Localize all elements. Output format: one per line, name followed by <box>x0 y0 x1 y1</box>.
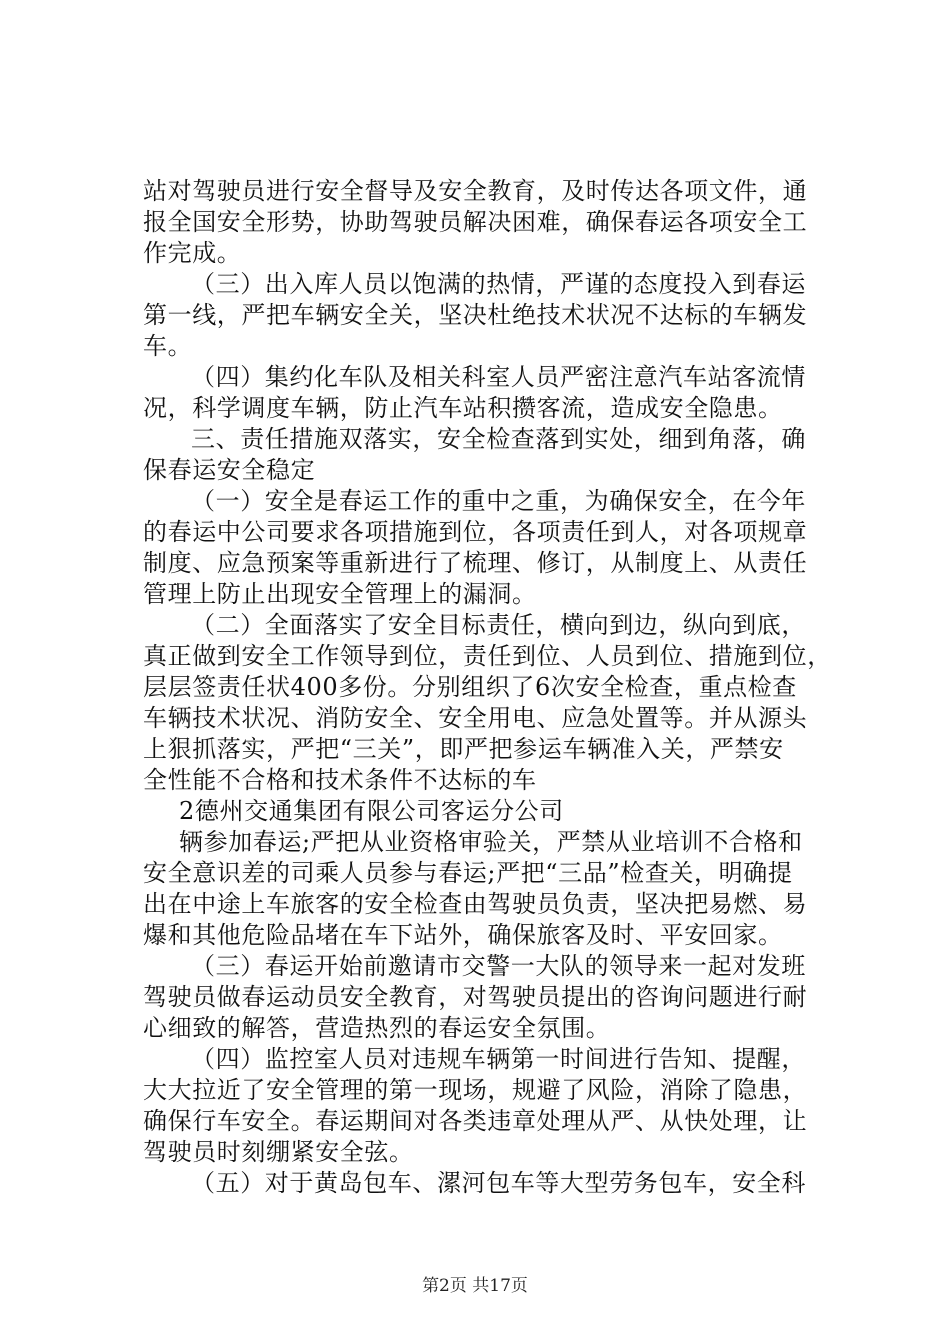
text-line: 确保行车安全。春运期间对各类违章处理从严、从快处理，让 <box>143 1107 808 1135</box>
page-footer: 第2页 共17页 <box>422 1276 528 1296</box>
text-line: 况，科学调度车辆，防止汽车站积攒客流，造成安全隐患。 <box>143 394 783 422</box>
document-body <box>143 176 833 1199</box>
text-line: 驾驶员时刻绷紧安全弦。 <box>143 1138 414 1166</box>
text-line: 安全意识差的司乘人员参与春运;严把“三品”检查关，明确提 <box>143 859 793 887</box>
text-line: 制度、应急预案等重新进行了梳理、修订，从制度上、从责任 <box>143 549 808 577</box>
text-line: 车。 <box>143 332 193 360</box>
text-line: 的春运中公司要求各项措施到位，各项责任到人，对各项规章 <box>143 518 808 546</box>
text-line: 管理上防止出现安全管理上的漏洞。 <box>143 580 537 608</box>
section-heading: 保春运安全稳定 <box>143 456 316 484</box>
text-line: （五）对于黄岛包车、漯河包车等大型劳务包车，安全科 <box>191 1169 806 1197</box>
text-line: （四）集约化车队及相关科室人员严密注意汽车站客流情 <box>191 363 806 391</box>
text-line: 爆和其他危险品堵在车下站外，确保旅客及时、平安回家。 <box>143 921 783 949</box>
text-line: 出在中途上车旅客的安全检查由驾驶员负责，坚决把易燃、易 <box>143 890 808 918</box>
text-line: 作完成。 <box>143 239 242 267</box>
text-line: （三）春运开始前邀请市交警一大队的领导来一起对发班 <box>191 952 806 980</box>
text-line: 报全国安全形势，协助驾驶员解决困难，确保春运各项安全工 <box>143 208 808 236</box>
text-line: 大大拉近了安全管理的第一现场，规避了风险，消除了隐患， <box>143 1076 808 1104</box>
text-line: （三）出入库人员以饱满的热情，严谨的态度投入到春运 <box>191 270 806 298</box>
section-heading: 三、责任措施双落实，安全检查落到实处，细到角落，确 <box>191 425 806 453</box>
text-line: 层层签责任状400多份。分别组织了6次安全检查，重点检查 <box>143 673 797 701</box>
text-line: 站对驾驶员进行安全督导及安全教育，及时传达各项文件，通 <box>143 177 808 205</box>
text-line: 车辆技术状况、消防安全、安全用电、应急处置等。并从源头 <box>143 704 808 732</box>
text-line: 全性能不合格和技术条件不达标的车 <box>143 766 537 794</box>
text-line: （四）监控室人员对违规车辆第一时间进行告知、提醒， <box>191 1045 806 1073</box>
text-line: 上狠抓落实，严把“三关”，即严把参运车辆准入关，严禁安 <box>143 735 784 763</box>
text-line: （一）安全是春运工作的重中之重，为确保安全，在今年 <box>191 487 806 515</box>
text-line: 驾驶员做春运动员安全教育，对驾驶员提出的咨询问题进行耐 <box>143 983 808 1011</box>
text-line: 辆参加春运;严把从业资格审验关，严禁从业培训不合格和 <box>179 828 803 856</box>
company-name-line: 2德州交通集团有限公司客运分公司 <box>179 797 564 825</box>
text-line: （二）全面落实了安全目标责任，横向到边，纵向到底， <box>191 611 806 639</box>
text-line: 真正做到安全工作领导到位，责任到位、人员到位、措施到位， <box>143 642 832 670</box>
text-line: 心细致的解答，营造热烈的春运安全氛围。 <box>143 1014 611 1042</box>
text-line: 第一线，严把车辆安全关，坚决杜绝技术状况不达标的车辆发 <box>143 301 808 329</box>
